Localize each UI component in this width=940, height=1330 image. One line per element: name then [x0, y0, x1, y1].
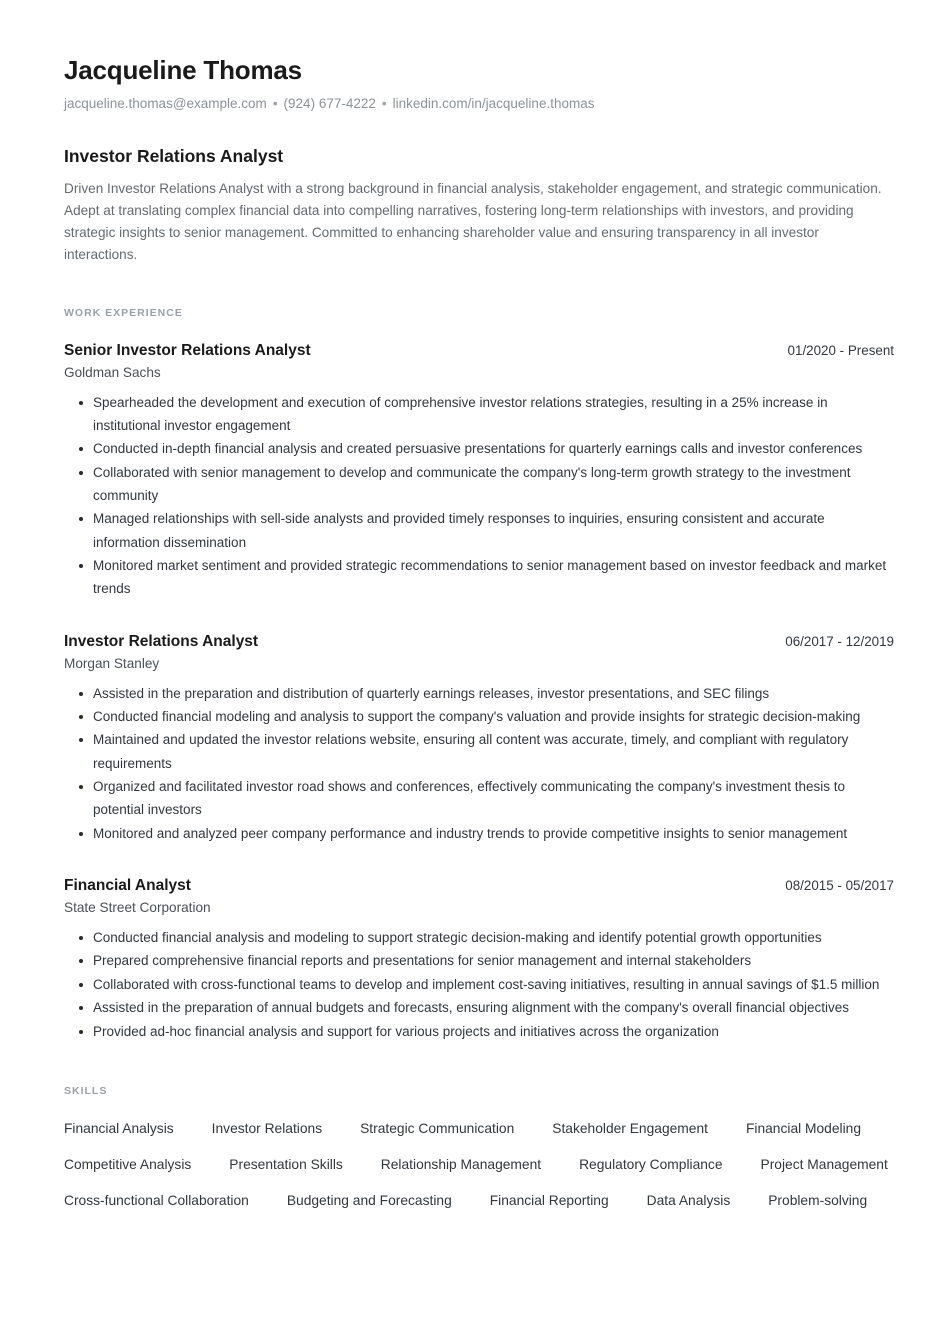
skill-item: Problem-solving — [768, 1193, 868, 1209]
job-entry — [64, 632, 894, 845]
job-bullet: Managed relationships with sell-side analysts and provided timely responses to inquiries, ensuring consistent and accurate information dissemination — [64, 507, 893, 554]
contact-item[interactable]: jacqueline.thomas@example.com — [64, 95, 267, 111]
job-header-row — [64, 632, 894, 651]
contact-line — [64, 95, 894, 113]
job-entry — [64, 341, 894, 601]
skills-rows — [64, 1119, 894, 1211]
professional-headline: Investor Relations Analyst — [64, 146, 284, 167]
job-bullet: Conducted in-depth financial analysis and created persuasive presentations for quarterly earnings calls and investor conferences — [64, 437, 893, 460]
section-label-skills: SKILLS — [64, 1084, 108, 1097]
professional-summary — [64, 146, 894, 266]
job-bullet: Maintained and updated the investor relations website, ensuring all content was accurate, timely, and compliant with regulatory requirements — [64, 728, 893, 775]
job-bullet: Provided ad-hoc financial analysis and support for various projects and initiatives across the organization — [64, 1020, 893, 1043]
job-company: State Street Corporation — [64, 900, 211, 916]
contact-separator: • — [381, 95, 387, 111]
job-title: Investor Relations Analyst — [64, 632, 259, 650]
job-bullet: Assisted in the preparation and distribution of quarterly earnings releases, investor presentations, and SEC filings — [64, 682, 893, 705]
contact-separator: • — [272, 95, 278, 111]
job-bullets — [64, 926, 894, 1043]
job-header-row — [64, 341, 894, 360]
job-title: Financial Analyst — [64, 877, 191, 895]
job-bullet: Spearheaded the development and execution of comprehensive investor relations strategies, resulting in a 25% increase in institutional investor engagement — [64, 391, 893, 438]
skill-item: Investor Relations — [211, 1120, 323, 1136]
job-company: Morgan Stanley — [64, 656, 160, 672]
job-bullet: Collaborated with senior management to develop and communicate the company's long-term growth strategy to the investment community — [64, 461, 893, 508]
job-bullet: Collaborated with cross-functional teams to develop and implement cost-saving initiatives, resulting in annual savings of $1.5 million — [64, 973, 893, 996]
skill-item: Relationship Management — [380, 1157, 542, 1173]
candidate-name: Jacqueline Thomas — [64, 55, 302, 85]
work-experience-section — [64, 307, 894, 1043]
job-title: Senior Investor Relations Analyst — [64, 341, 311, 359]
skill-item: Financial Reporting — [489, 1193, 609, 1209]
job-bullet: Organized and facilitated investor road shows and conferences, effectively communicating the company's investment thesis to potential investors — [64, 775, 893, 822]
job-bullet: Assisted in the preparation of annual budgets and forecasts, ensuring alignment with the company's overall financial objectives — [64, 996, 893, 1019]
job-bullet: Conducted financial modeling and analysis to support the company's valuation and provide insights for strategic decision-making — [64, 705, 893, 728]
job-bullet: Conducted financial analysis and modeling to support strategic decision-making and identify potential growth opportunities — [64, 926, 893, 949]
skill-item: Project Management — [760, 1157, 888, 1173]
skills-section — [64, 1085, 894, 1211]
skill-item: Regulatory Compliance — [579, 1157, 723, 1173]
job-entry — [64, 876, 894, 1043]
job-company: Goldman Sachs — [64, 364, 161, 380]
skill-item: Cross-functional Collaboration — [64, 1193, 249, 1209]
skill-item: Competitive Analysis — [64, 1157, 192, 1173]
summary-text: Driven Investor Relations Analyst with a strong background in financial analysis, stakeholder engagement, and strategic communication. Adept at translating complex financial data into compelling narratives, fostering long-term relationships with investors, and providing strategic insights to senior management. Committed to enhancing shareholder value and ensuring transparency in all investor interactions. — [64, 181, 882, 263]
resume-header — [64, 56, 894, 112]
contact-item[interactable]: (924) 677-4222 — [283, 95, 376, 111]
job-bullets — [64, 391, 894, 601]
job-bullet: Prepared comprehensive financial reports and presentations for senior management and internal stakeholders — [64, 949, 893, 972]
skills-row — [64, 1191, 894, 1210]
skill-item: Data Analysis — [646, 1193, 731, 1209]
skills-row — [64, 1119, 894, 1138]
job-bullet: Monitored market sentiment and provided strategic recommendations to senior management based on investor feedback and market trends — [64, 554, 893, 601]
skill-item: Budgeting and Forecasting — [286, 1193, 452, 1209]
contact-item[interactable]: linkedin.com/in/jacqueline.thomas — [392, 95, 595, 111]
job-dates: 01/2020 - Present — [787, 342, 894, 358]
jobs-list — [64, 341, 894, 1043]
skill-item: Stakeholder Engagement — [552, 1120, 708, 1136]
skill-item: Strategic Communication — [360, 1120, 515, 1136]
job-bullet: Monitored and analyzed peer company performance and industry trends to provide competitive insights to senior management — [64, 822, 893, 845]
skill-item: Financial Modeling — [745, 1120, 862, 1136]
job-header-row — [64, 876, 894, 895]
skills-row — [64, 1155, 894, 1174]
section-label-work-experience: WORK EXPERIENCE — [64, 306, 183, 319]
job-dates: 08/2015 - 05/2017 — [785, 878, 894, 894]
skill-item: Presentation Skills — [229, 1157, 343, 1173]
job-dates: 06/2017 - 12/2019 — [785, 633, 894, 649]
skill-item: Financial Analysis — [64, 1120, 174, 1136]
job-bullets — [64, 682, 894, 845]
